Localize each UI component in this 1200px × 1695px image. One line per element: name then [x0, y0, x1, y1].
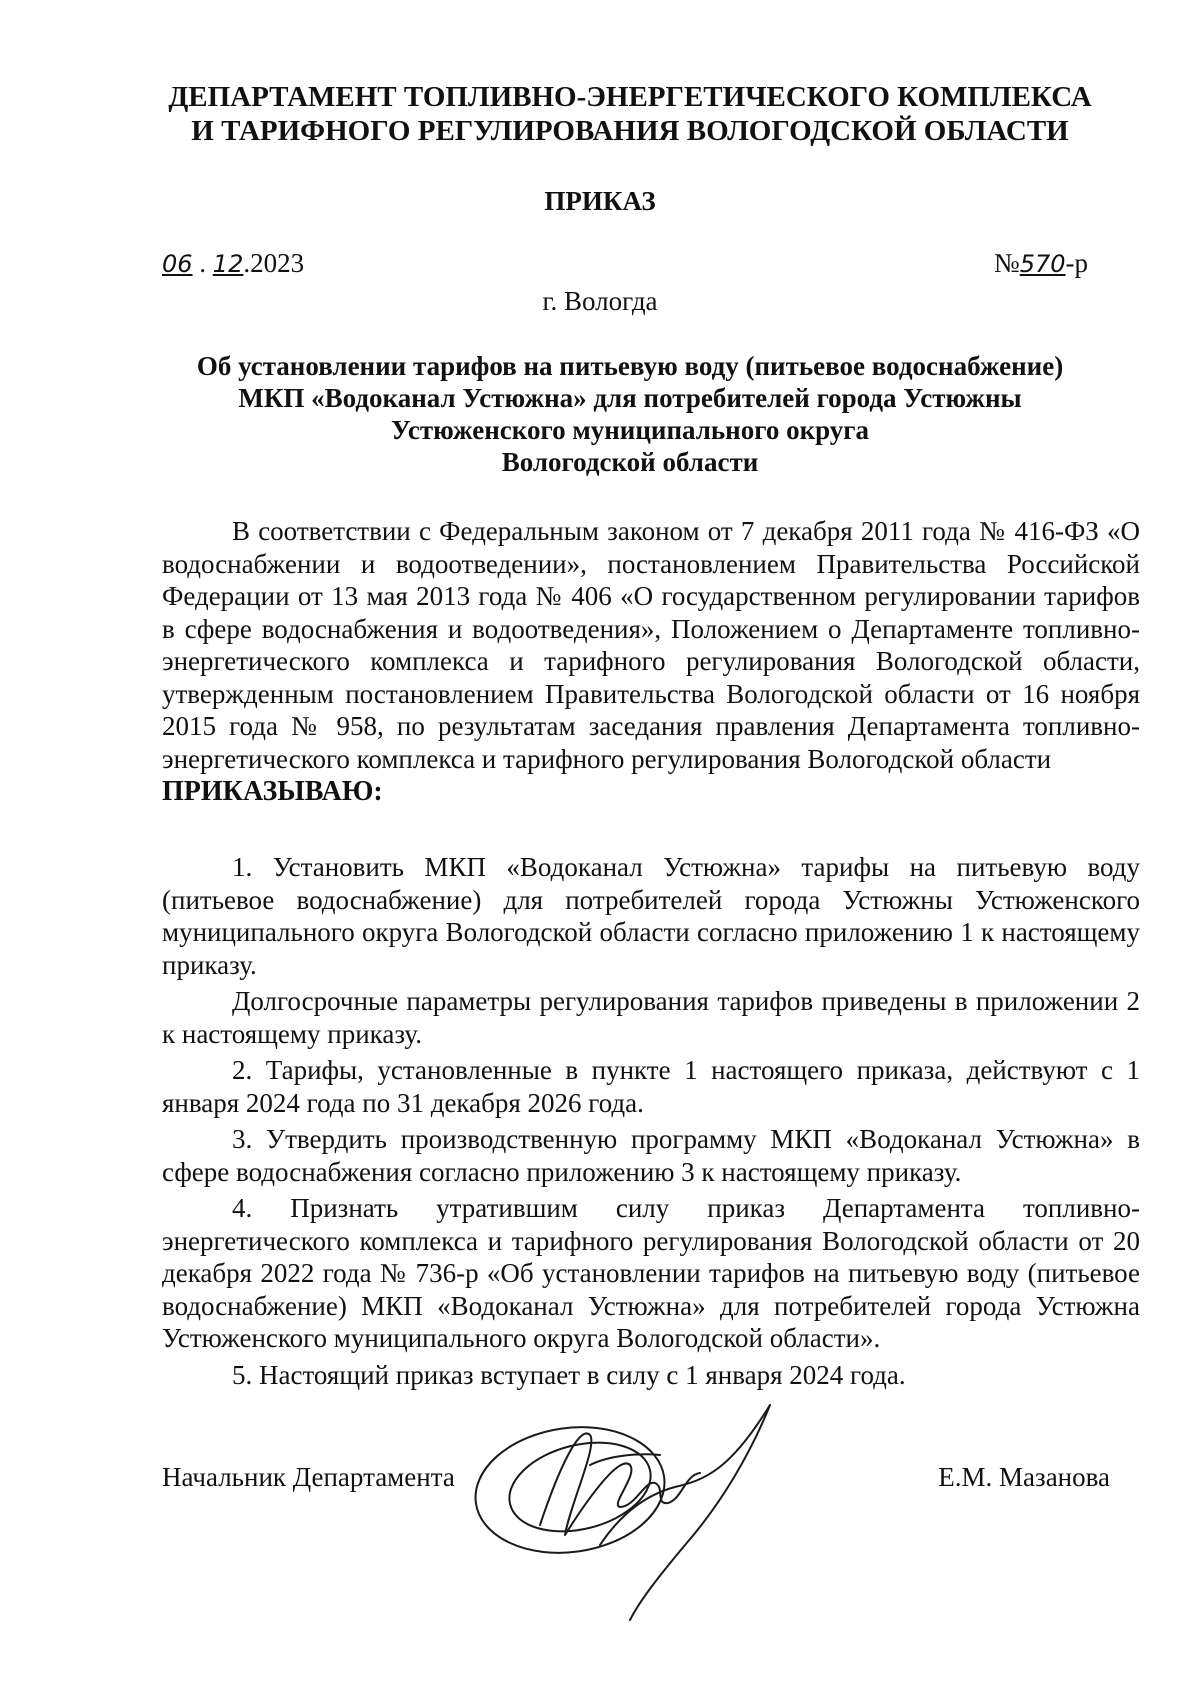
order-body — [162, 515, 1140, 1391]
subject-line-4: Вологодской области — [501, 447, 759, 477]
order-date: 06 . 12.2023 — [162, 248, 305, 278]
order-item-1: 1. Установить МКП «Водоканал Устюжна» тарифы на питьевую воду (питьевое водоснабжение) для потребителей города Устюжны Устюженского муниципального округа Вологодской области согласно приложению 1 к настоящему приказу. — [162, 852, 1140, 980]
order-item-4: 4. Признать утратившим силу приказ Департамента топливно-энергетического комплекса и тарифного регулирования Вологодской области от 20 декабря 2022 года № 736-р «Об установлении тарифов на питьевую воду (питьевое водоснабжение) МКП «Водоканал Устюжна» для потребителей города Устюжна Устюженского муниципального округа Вологодской области». — [162, 1193, 1140, 1353]
order-item-5: 5. Настоящий приказ вступает в силу с 1 января 2024 года. — [232, 1359, 906, 1390]
signer-name: Е.М. Мазанова — [938, 1462, 1110, 1492]
document-type-title: ПРИКАЗ — [544, 186, 656, 216]
city-name: г. Вологда — [542, 286, 658, 316]
subject-line-3: Устюженского муниципального округа — [390, 415, 870, 445]
order-subject — [150, 350, 1110, 478]
date-month: 12 — [212, 250, 244, 278]
order-directive-word: ПРИКАЗЫВАЮ: — [162, 776, 383, 807]
header-line-2: И ТАРИФНОГО РЕГУЛИРОВАНИЯ ВОЛОГОДСКОЙ ОБЛАСТИ — [191, 115, 1069, 147]
order-item-2: 2. Тарифы, установленные в пункте 1 настоящего приказа, действуют с 1 января 2024 года по 31 декабря 2026 года. — [162, 1055, 1140, 1118]
order-item-3: 3. Утвердить производственную программу МКП «Водоканал Устюжна» в сфере водоснабжения согласно приложению 3 к настоящему приказу. — [162, 1124, 1140, 1187]
preamble-paragraph: В соответствии с Федеральным законом от 7 декабря 2011 года № 416-ФЗ «О водоснабжении и водоотведении», постановлением Правительства Российской Федерации от 13 мая 2013 года № 406 «О государственном регулировании тарифов в сфере водоснабжения и водоотведения», Положением о Департаменте топливно-энергетического комплекса и тарифного регулирования Вологодской области, утвержденным постановлением Правительства Вологодской области от 16 ноября 2015 года № 958, по результатам заседания правления Департамента топливно-энергетического комплекса и тарифного регулирования Вологодской области — [162, 516, 1140, 774]
department-header — [150, 80, 1110, 148]
subject-line-1: Об установлении тарифов на питьевую воду (питьевое водоснабжение) — [196, 351, 1064, 381]
date-year: .2023 — [243, 248, 305, 278]
number-prefix: № — [993, 248, 1020, 278]
number-value: 570 — [1019, 250, 1066, 278]
header-line-1: ДЕПАРТАМЕНТ ТОПЛИВНО-ЭНЕРГЕТИЧЕСКОГО КОМПЛЕКСА — [168, 81, 1092, 113]
order-item-1-note: Долгосрочные параметры регулирования тарифов приведены в приложении 2 к настоящему приказу. — [162, 986, 1140, 1049]
date-day: 06 — [162, 250, 193, 278]
subject-line-2: МКП «Водоканал Устюжна» для потребителей города Устюжны — [238, 383, 1022, 413]
order-number — [994, 248, 1088, 279]
handwritten-signature-icon — [470, 1395, 810, 1625]
signer-position: Начальник Департамента — [162, 1462, 455, 1492]
number-suffix: -р — [1065, 248, 1088, 278]
order-items — [162, 851, 1140, 1391]
